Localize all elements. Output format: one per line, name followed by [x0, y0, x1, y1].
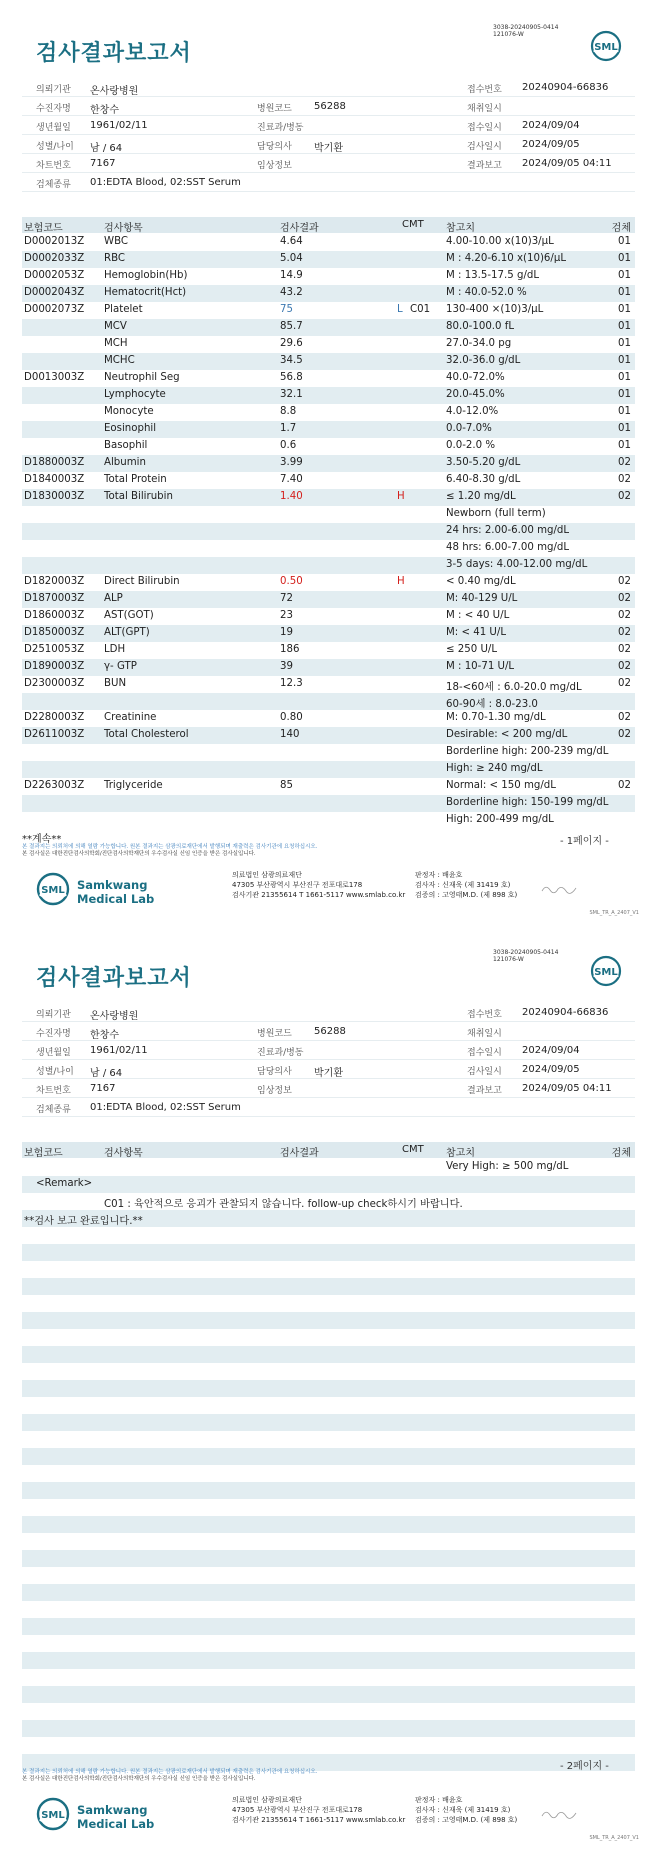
result-flag: L: [397, 304, 403, 315]
test-name: Platelet: [104, 304, 143, 315]
test-name: RBC: [104, 253, 126, 264]
test-name: MCHC: [104, 355, 135, 366]
patient-name: 한창수: [90, 105, 119, 116]
empty-row: [22, 1346, 635, 1363]
table-row: [22, 268, 635, 285]
empty-row: [22, 1652, 635, 1669]
specimen-types: 01:EDTA Blood, 02:SST Serum: [90, 177, 241, 188]
reference-range: 6.40-8.30 g/dL: [446, 474, 521, 485]
table-row: [22, 761, 635, 778]
reference-range: M: < 41 U/L: [446, 627, 507, 638]
test-result: 19: [280, 627, 293, 638]
reference-range: < 0.40 mg/dL: [446, 576, 516, 587]
table-row: [22, 608, 635, 625]
specimen-code: 02: [618, 457, 631, 468]
table-row: Very High: ≥ 500 mg/dL: [22, 1159, 635, 1176]
results-table-header: 보험코드 검사항목 검사결과 CMT 참고치 검체: [22, 217, 635, 233]
test-result: 140: [280, 729, 300, 740]
specimen-code: 02: [618, 627, 631, 638]
empty-row: [22, 1635, 635, 1652]
reference-range: High: ≥ 240 mg/dL: [446, 763, 543, 774]
test-code: D0002053Z: [24, 270, 85, 281]
specimen-code: 02: [618, 474, 631, 485]
patient-info: 의뢰기관 온사랑병원 접수번호 20240904-66836 수진자명 한창수 병원코드 56288 채취일시 생년월일 1961/02/11 진료과/병동 접수일시 2024/09/04 성별/나이 남 / 64 담당의사 박기환 검사일시 2024/09/05 차트번호 7167 임상정보 결과보고 2024/09/05 04:11 검체종류 01:EDTA Blood, 02:SST Serum: [22, 1003, 635, 1117]
empty-row: [22, 1567, 635, 1584]
empty-row: [22, 1329, 635, 1346]
test-code: D1860003Z: [24, 610, 85, 621]
reference-range: 3-5 days: 4.00-12.00 mg/dL: [446, 559, 588, 570]
test-code: D1880003Z: [24, 457, 85, 468]
test-name: WBC: [104, 236, 128, 247]
page-number: - 2페이지 -: [560, 1761, 609, 1772]
test-result: 0.6: [280, 440, 297, 451]
specimen-code: 02: [618, 610, 631, 621]
test-name: MCV: [104, 321, 127, 332]
specimen-code: 01: [618, 372, 631, 383]
test-result: 43.2: [280, 287, 303, 298]
document-id: 3038-20240905-0414 121076-W: [493, 24, 559, 38]
empty-row: [22, 1550, 635, 1567]
results-table-header: 보험코드 검사항목 검사결과 CMT 참고치 검체: [22, 1142, 635, 1158]
specimen-code: 01: [618, 338, 631, 349]
test-result: 0.80: [280, 712, 303, 723]
test-result: 34.5: [280, 355, 303, 366]
specimen-code: 01: [618, 321, 631, 332]
reference-range: M : 40.0-52.0 %: [446, 287, 527, 298]
reference-range: M : < 40 U/L: [446, 610, 510, 621]
empty-row: [22, 1244, 635, 1261]
table-row: [22, 489, 635, 506]
table-row: [22, 319, 635, 336]
test-result: 0.50: [280, 576, 303, 587]
test-name: Total Cholesterol: [104, 729, 189, 740]
report-notes: 본 결과지는 의뢰처에 의해 열람 가능합니다. 원본 결과지는 삼광의료재단에서 발행되며 재출력은 검사기관에 요청하십시오. 본 검사실은 대한진단검사의학회/진단검사의학재단의 우수검사실 신임 인증을 받은 검사실입니다.: [22, 1769, 318, 1782]
reference-range: M : 13.5-17.5 g/dL: [446, 270, 540, 281]
test-name: Direct Bilirubin: [104, 576, 180, 587]
table-row: [22, 540, 635, 557]
sml-logo-icon: [590, 955, 622, 987]
specimen-code: 02: [618, 712, 631, 723]
test-name: Lymphocyte: [104, 389, 166, 400]
empty-row: [22, 1448, 635, 1465]
empty-row: [22, 1465, 635, 1482]
reference-range: High: 200-499 mg/dL: [446, 814, 554, 825]
table-row: [22, 438, 635, 455]
reference-range: ≤ 1.20 mg/dL: [446, 491, 516, 502]
empty-row: [22, 1601, 635, 1618]
test-name: Total Bilirubin: [104, 491, 173, 502]
test-code: D2611003Z: [24, 729, 85, 740]
empty-row: [22, 1414, 635, 1431]
reference-range: 18-<60세 : 6.0-20.0 mg/dL: [446, 682, 582, 693]
table-row: [22, 795, 635, 812]
empty-row: [22, 1533, 635, 1550]
test-result: 85.7: [280, 321, 303, 332]
empty-row: [22, 1669, 635, 1686]
empty-row: [22, 1584, 635, 1601]
test-code: D0002033Z: [24, 253, 85, 264]
svg-text:SML: SML: [594, 42, 618, 53]
test-code: D0002013Z: [24, 236, 85, 247]
chart-no: 7167: [90, 158, 116, 169]
test-name: ALT(GPT): [104, 627, 150, 638]
test-result: 3.99: [280, 457, 303, 468]
reference-range: 4.0-12.0%: [446, 406, 499, 417]
test-code: D0002043Z: [24, 287, 85, 298]
specimen-code: 02: [618, 661, 631, 672]
reference-range: 0.0-7.0%: [446, 423, 492, 434]
signature-image: [540, 882, 580, 896]
specimen-code: 01: [618, 270, 631, 281]
sml-logo-icon: [590, 30, 622, 62]
test-name: Albumin: [104, 457, 146, 468]
test-result: 39: [280, 661, 293, 672]
reference-range: Borderline high: 150-199 mg/dL: [446, 797, 609, 808]
specimen-code: 02: [618, 593, 631, 604]
test-code: D1830003Z: [24, 491, 85, 502]
test-result: 29.6: [280, 338, 303, 349]
test-code: D1870003Z: [24, 593, 85, 604]
table-row: [22, 302, 635, 319]
form-code: SML_TR_A_2407_V1: [589, 1835, 639, 1841]
test-result: 56.8: [280, 372, 303, 383]
test-code: D2263003Z: [24, 780, 85, 791]
test-code: D1850003Z: [24, 627, 85, 638]
test-name: Hematocrit(Hct): [104, 287, 187, 298]
continued-label: **계속**: [22, 834, 62, 845]
empty-row: [22, 1482, 635, 1499]
table-row: [22, 387, 635, 404]
reference-range: 130-400 ×(10)3/μL: [446, 304, 544, 315]
test-code: D1840003Z: [24, 474, 85, 485]
test-result: 1.40: [280, 491, 303, 502]
table-row: [22, 778, 635, 795]
test-result: 32.1: [280, 389, 303, 400]
report-page-2: [0, 925, 655, 1850]
report-footer: [0, 868, 655, 920]
specimen-code: 02: [618, 491, 631, 502]
empty-row: [22, 1380, 635, 1397]
test-name: AST(GOT): [104, 610, 154, 621]
test-code: D1820003Z: [24, 576, 85, 587]
specimen-code: 01: [618, 253, 631, 264]
org-info: 의료법인 삼광의료재단 47305 부산광역시 부산진구 전포대로178 검사기관 21355614 T 1661-5117 www.smlab.co.kr: [232, 871, 406, 899]
result-flag: H: [397, 491, 405, 502]
test-code: D2280003Z: [24, 712, 85, 723]
reference-range: M : 4.20-6.10 x(10)6/μL: [446, 253, 566, 264]
test-result: 75: [280, 304, 293, 315]
table-row: [22, 625, 635, 642]
receipt-date: 2024/09/04: [522, 120, 580, 131]
test-name: Basophil: [104, 440, 148, 451]
reference-range: 27.0-34.0 pg: [446, 338, 512, 349]
specimen-code: 02: [618, 576, 631, 587]
table-row: [22, 710, 635, 727]
empty-row: [22, 1737, 635, 1754]
report-notes: 본 결과지는 의뢰처에 의해 열람 가능합니다. 원본 결과지는 삼광의료재단에서 발행되며 재출력은 검사기관에 요청하십시오. 본 검사실은 대한진단검사의학회/진단검사의학재단의 우수검사실 신임 인증을 받은 검사실입니다.: [22, 844, 318, 857]
table-row: [22, 693, 635, 710]
requesting-org: 온사랑병원: [90, 86, 139, 97]
reference-range: Newborn (full term): [446, 508, 546, 519]
table-row: [22, 557, 635, 574]
test-name: Monocyte: [104, 406, 154, 417]
report-complete: **검사 보고 완료입니다.**: [22, 1210, 635, 1227]
empty-row: [22, 1703, 635, 1720]
table-row: [22, 234, 635, 251]
table-row: [22, 421, 635, 438]
specimen-code: 01: [618, 440, 631, 451]
empty-row: [22, 1278, 635, 1295]
reference-range: 48 hrs: 6.00-7.00 mg/dL: [446, 542, 570, 553]
doctor: 박기환: [314, 143, 343, 154]
report-title: 검사결과보고서: [36, 966, 192, 991]
reference-range: 24 hrs: 2.00-6.00 mg/dL: [446, 525, 570, 536]
specimen-code: 01: [618, 389, 631, 400]
results-table: [22, 234, 635, 829]
test-result: 4.64: [280, 236, 303, 247]
test-code: D0013003Z: [24, 372, 85, 383]
document-id: 3038-20240905-0414 121076-W: [493, 949, 559, 963]
reference-range: 80.0-100.0 fL: [446, 321, 515, 332]
test-code: D1890003Z: [24, 661, 85, 672]
test-code: D2300003Z: [24, 678, 85, 689]
reference-range: M : 10-71 U/L: [446, 661, 515, 672]
table-row: [22, 659, 635, 676]
reference-range: 4.00-10.00 x(10)3/μL: [446, 236, 554, 247]
reference-range: Desirable: < 200 mg/dL: [446, 729, 568, 740]
reference-range: 0.0-2.0 %: [446, 440, 495, 451]
signers: 판정자 : 배윤호 검사자 : 신재욱 (제 31419 호) 검증의 : 고영태M.D. (제 898 호): [415, 871, 518, 899]
remark-text: C01 : 육안적으로 응괴가 관찰되지 않습니다. follow-up check하시기 바랍니다.: [22, 1193, 635, 1210]
svg-text:SML: SML: [594, 967, 618, 978]
specimen-code: 01: [618, 355, 631, 366]
table-row: [22, 676, 635, 693]
test-name: MCH: [104, 338, 128, 349]
specimen-code: 01: [618, 287, 631, 298]
form-code: SML_TR_A_2407_V1: [589, 910, 639, 916]
table-row: [22, 285, 635, 302]
test-name: ALP: [104, 593, 123, 604]
table-row: [22, 455, 635, 472]
empty-row: [22, 1618, 635, 1635]
table-row: [22, 574, 635, 591]
sml-logo-icon: [36, 1797, 70, 1831]
empty-row: [22, 1363, 635, 1380]
table-row: [22, 370, 635, 387]
remark-header: <Remark>: [22, 1176, 635, 1193]
page-number: - 1페이지 -: [560, 836, 609, 847]
table-row: [22, 404, 635, 421]
empty-row: [22, 1295, 635, 1312]
test-name: Creatinine: [104, 712, 157, 723]
test-name: Hemoglobin(Hb): [104, 270, 188, 281]
test-name: Eosinophil: [104, 423, 157, 434]
reference-range: M: 40-129 U/L: [446, 593, 518, 604]
table-row: [22, 353, 635, 370]
test-code: D0002073Z: [24, 304, 85, 315]
specimen-code: 01: [618, 304, 631, 315]
signature-image: [540, 1807, 580, 1821]
empty-row: [22, 1720, 635, 1737]
reference-range: 32.0-36.0 g/dL: [446, 355, 521, 366]
empty-row: [22, 1686, 635, 1703]
test-result: 14.9: [280, 270, 303, 281]
test-name: γ- GTP: [104, 661, 137, 672]
test-result: 85: [280, 780, 293, 791]
brand-name: Samkwang Medical Lab: [77, 1803, 155, 1831]
specimen-code: 01: [618, 423, 631, 434]
svg-text:SML: SML: [41, 1810, 65, 1821]
specimen-code: 01: [618, 406, 631, 417]
table-row: [22, 591, 635, 608]
test-code: D2510053Z: [24, 644, 85, 655]
specimen-code: 02: [618, 644, 631, 655]
empty-row: [22, 1431, 635, 1448]
result-flag: H: [397, 576, 405, 587]
test-date: 2024/09/05: [522, 139, 580, 150]
svg-text:SML: SML: [41, 885, 65, 896]
empty-row: [22, 1312, 635, 1329]
specimen-code: 02: [618, 729, 631, 740]
specimen-code: 02: [618, 780, 631, 791]
test-name: Total Protein: [104, 474, 167, 485]
test-result: 1.7: [280, 423, 297, 434]
signers: 판정자 : 배윤호 검사자 : 신재욱 (제 31419 호) 검증의 : 고영태M.D. (제 898 호): [415, 1796, 518, 1824]
empty-row: [22, 1397, 635, 1414]
reference-range: 60-90세 : 8.0-23.0: [446, 699, 538, 710]
table-row: [22, 812, 635, 829]
test-result: 8.8: [280, 406, 297, 417]
test-name: LDH: [104, 644, 126, 655]
receipt-no: 20240904-66836: [522, 82, 609, 93]
empty-row: [22, 1516, 635, 1533]
test-name: BUN: [104, 678, 127, 689]
test-result: 186: [280, 644, 300, 655]
brand-name: Samkwang Medical Lab: [77, 878, 155, 906]
test-result: 12.3: [280, 678, 303, 689]
reference-range: ≤ 250 U/L: [446, 644, 498, 655]
sex-age: 남 / 64: [90, 143, 123, 154]
test-result: 5.04: [280, 253, 303, 264]
report-date: 2024/09/05 04:11: [522, 158, 612, 169]
report-footer: [0, 1793, 655, 1845]
test-result: 72: [280, 593, 293, 604]
reference-range: Normal: < 150 mg/dL: [446, 780, 556, 791]
test-result: 7.40: [280, 474, 303, 485]
reference-range: 20.0-45.0%: [446, 389, 505, 400]
empty-row: [22, 1261, 635, 1278]
comment-code: C01: [410, 304, 431, 315]
table-row: [22, 642, 635, 659]
reference-range: 3.50-5.20 g/dL: [446, 457, 521, 468]
test-result: 23: [280, 610, 293, 621]
sml-logo-icon: [36, 872, 70, 906]
reference-range: Borderline high: 200-239 mg/dL: [446, 746, 609, 757]
test-name: Triglyceride: [104, 780, 163, 791]
reference-range: 40.0-72.0%: [446, 372, 505, 383]
specimen-code: 01: [618, 236, 631, 247]
results-table-continued: [22, 1159, 635, 1771]
table-row: [22, 251, 635, 268]
hospital-code: 56288: [314, 101, 346, 112]
table-row: [22, 472, 635, 489]
patient-info: 의뢰기관 온사랑병원 접수번호 20240904-66836 수진자명 한창수 병원코드 56288 채취일시 생년월일 1961/02/11 진료과/병동 접수일시 2024/09/04 성별/나이 남 / 64 담당의사 박기환 검사일시 2024/09/05 차트번호 7167 임상정보 결과보고 2024/09/05 04:11 검체종류 01:EDTA Blood, 02:SST Serum: [22, 78, 635, 192]
empty-row: [22, 1499, 635, 1516]
table-row: [22, 523, 635, 540]
table-row: [22, 727, 635, 744]
birth-date: 1961/02/11: [90, 120, 148, 131]
reference-range: M: 0.70-1.30 mg/dL: [446, 712, 546, 723]
table-row: [22, 506, 635, 523]
specimen-code: 02: [618, 678, 631, 689]
test-name: Neutrophil Seg: [104, 372, 180, 383]
table-row: [22, 336, 635, 353]
empty-row: [22, 1227, 635, 1244]
report-title: 검사결과보고서: [36, 41, 192, 66]
org-info: 의료법인 삼광의료재단 47305 부산광역시 부산진구 전포대로178 검사기관 21355614 T 1661-5117 www.smlab.co.kr: [232, 1796, 406, 1824]
table-row: [22, 744, 635, 761]
